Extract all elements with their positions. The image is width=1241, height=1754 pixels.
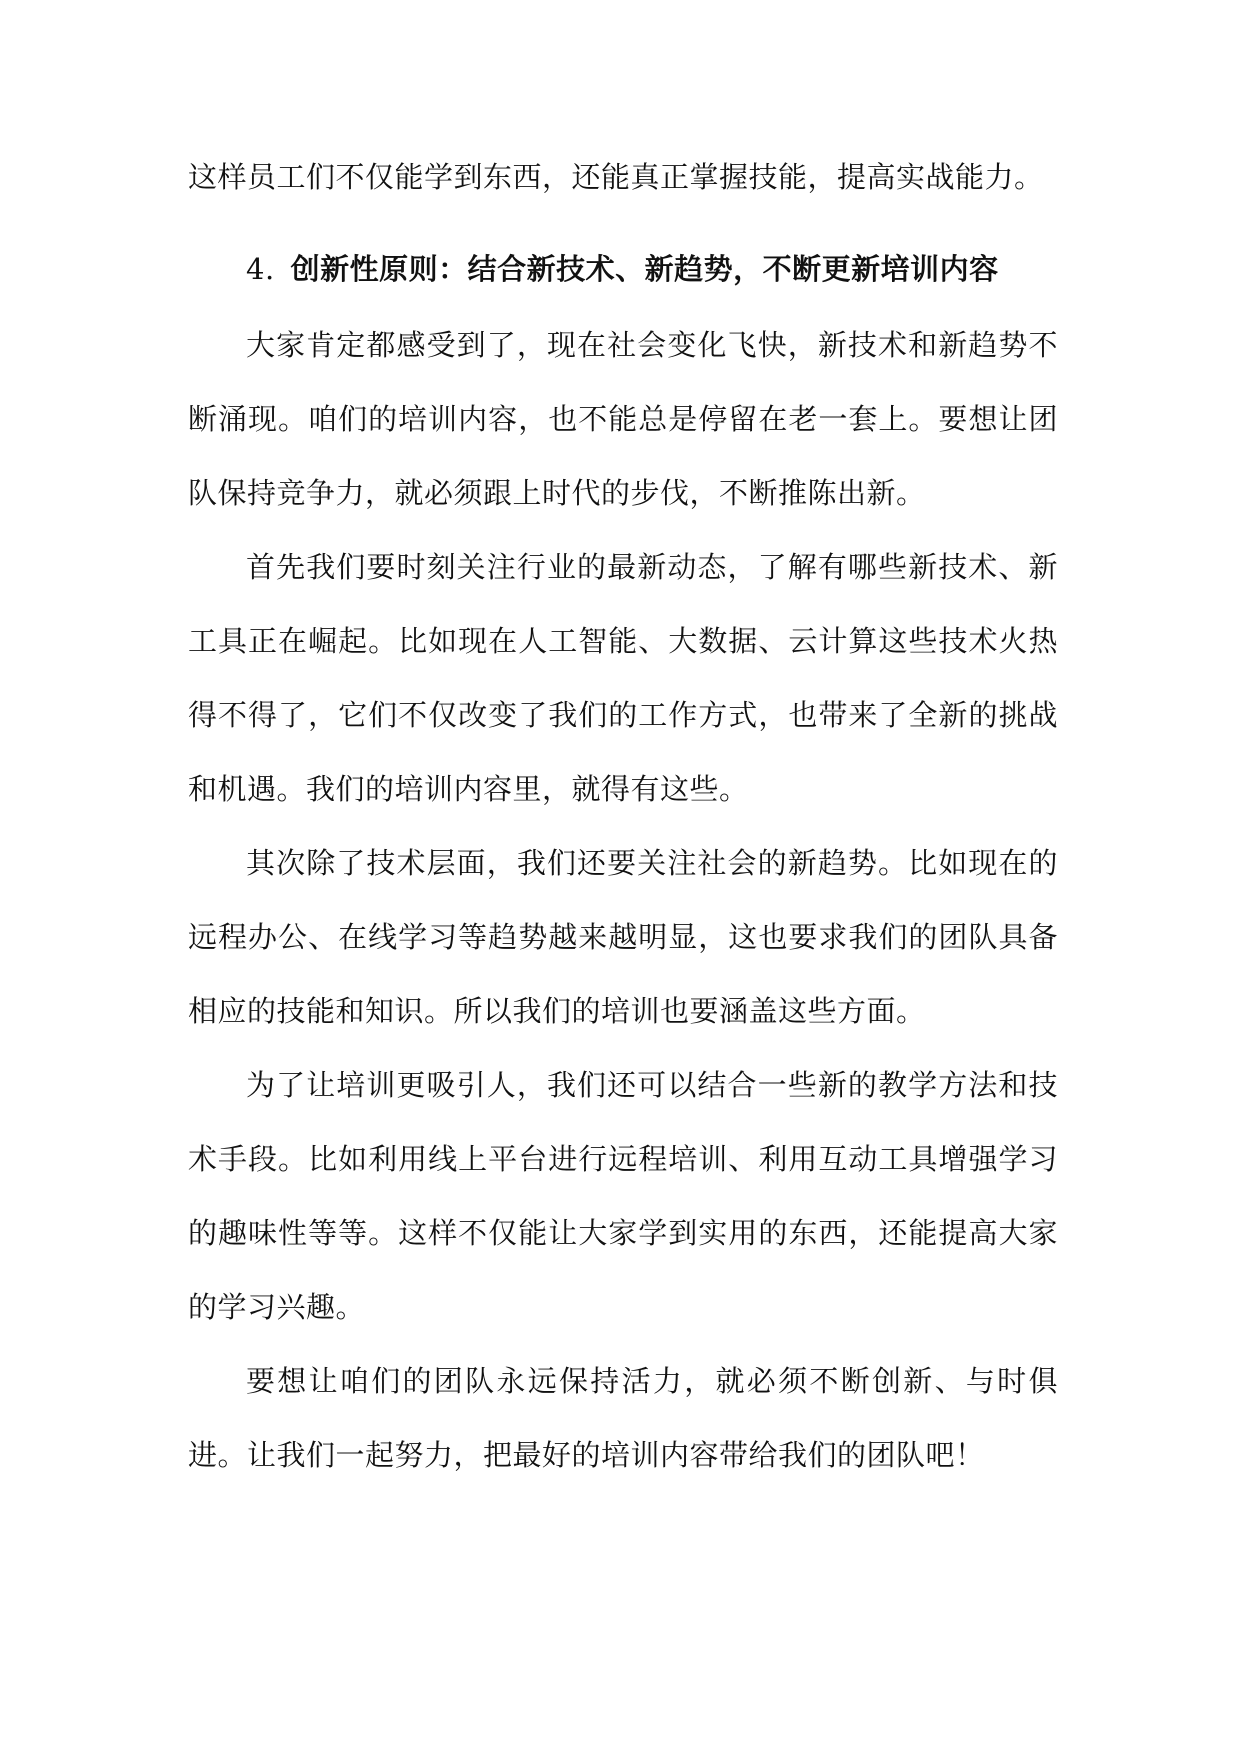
paragraph-5: 要想让咱们的团队永远保持活力，就必须不断创新、与时俱进。让我们一起努力，把最好的培训内容带给我们的团队吧！ <box>188 1364 1058 1472</box>
paragraph-4: 为了让培训更吸引人，我们还可以结合一些新的教学方法和技术手段。比如利用线上平台进行远程培训、利用互动工具增强学习的趣味性等等。这样不仅能让大家学到实用的东西，还能提高大家的学习兴趣。 <box>188 1068 1058 1324</box>
section-heading <box>188 232 1058 306</box>
section-number: 4. <box>246 252 275 286</box>
paragraph-3: 其次除了技术层面，我们还要关注社会的新趋势。比如现在的远程办公、在线学习等趋势越来越明显，这也要求我们的团队具备相应的技能和知识。所以我们的培训也要涵盖这些方面。 <box>188 846 1058 1028</box>
document-body <box>188 140 1058 1492</box>
section-title: 创新性原则：结合新技术、新趋势，不断更新培训内容 <box>290 252 999 286</box>
paragraph-2: 首先我们要时刻关注行业的最新动态，了解有哪些新技术、新工具正在崛起。比如现在人工智能、大数据、云计算这些技术火热得不得了，它们不仅改变了我们的工作方式，也带来了全新的挑战和机遇。我们的培训内容里，就得有这些。 <box>188 550 1058 806</box>
continuation-paragraph: 这样员工们不仅能学到东西，还能真正掌握技能，提高实战能力。 <box>188 160 1044 194</box>
paragraph-1: 大家肯定都感受到了，现在社会变化飞快，新技术和新趋势不断涌现。咱们的培训内容，也不能总是停留在老一套上。要想让团队保持竞争力，就必须跟上时代的步伐，不断推陈出新。 <box>188 328 1058 510</box>
